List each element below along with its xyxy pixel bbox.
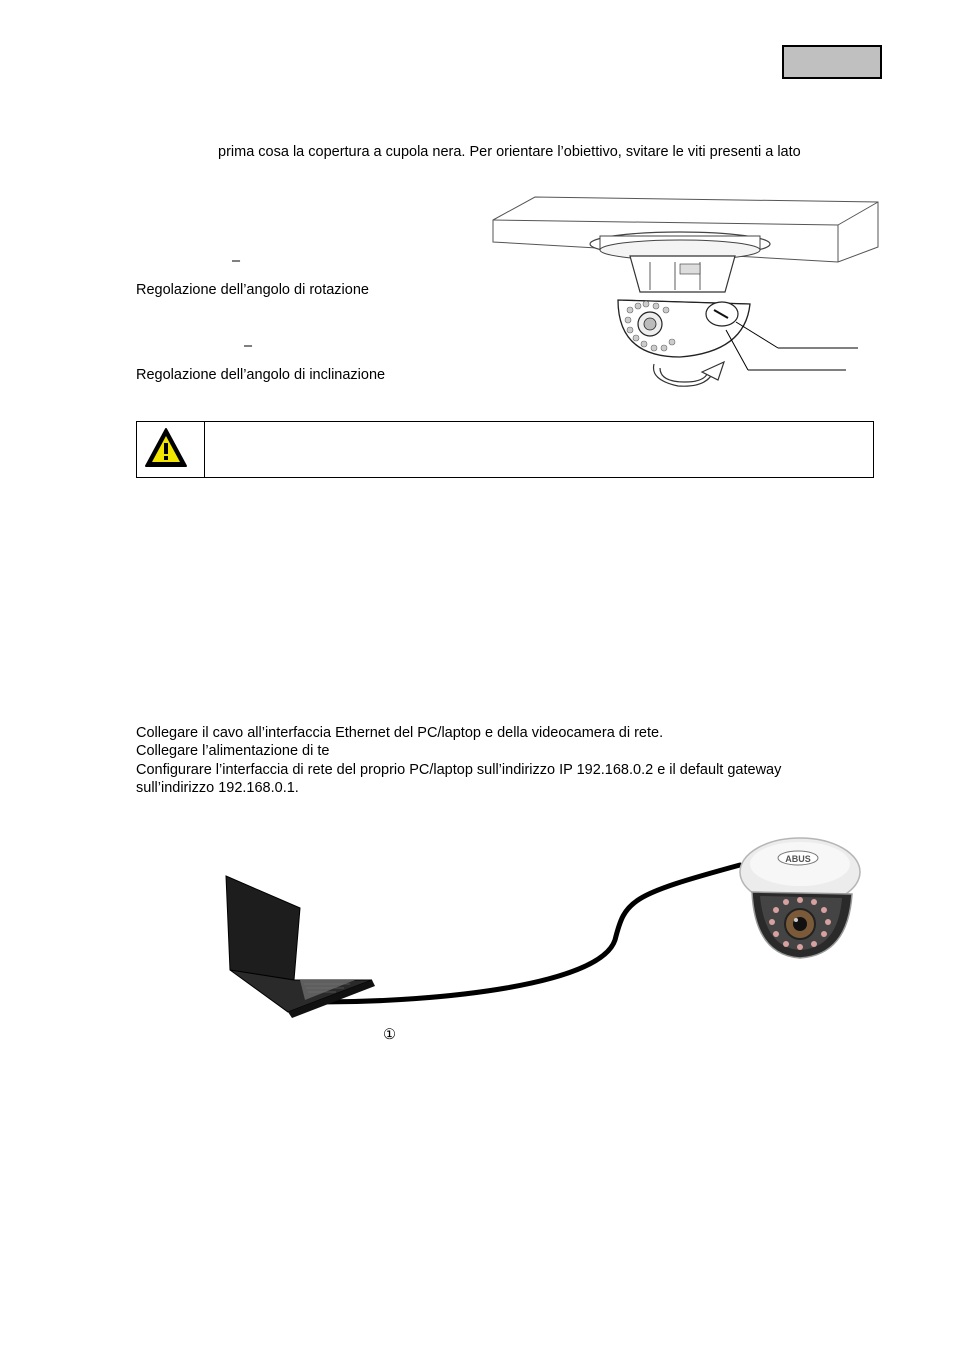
warning-box [136,421,874,478]
warning-divider [204,421,205,478]
connection-diagram [220,820,880,1040]
ethernet-cable [320,865,740,1002]
step-2: Collegare l’alimentazione di te [136,743,330,759]
cable-marker: ① [383,1027,396,1043]
step-1: Collegare il cavo all’interfaccia Ethernet del PC/laptop e della videocamera di rete. [136,725,664,741]
rotation-label: Regolazione dell’angolo di rotazione [136,282,369,298]
intro-text: prima cosa la copertura a cupola nera. Per orientare l’obiettivo, svitare le viti presenti a lato [218,144,801,160]
tilt-label: Regolazione dell’angolo di inclinazione [136,367,386,383]
dome-camera-mount-illustration [490,192,890,392]
laptop-icon [226,876,375,1018]
rotation-dash: – [232,253,241,269]
step-3: Configurare l’interfaccia di rete del proprio PC/laptop sull’indirizzo IP 192.168.0.2 e il default gateway [136,762,782,778]
warning-triangle-icon [144,426,188,470]
step-3-continued: sull’indirizzo 192.168.0.1. [136,780,299,796]
language-tab [782,45,882,79]
camera-brand-label: ABUS [785,854,811,864]
tilt-dash: – [244,338,253,354]
dome-camera-icon [740,838,860,958]
